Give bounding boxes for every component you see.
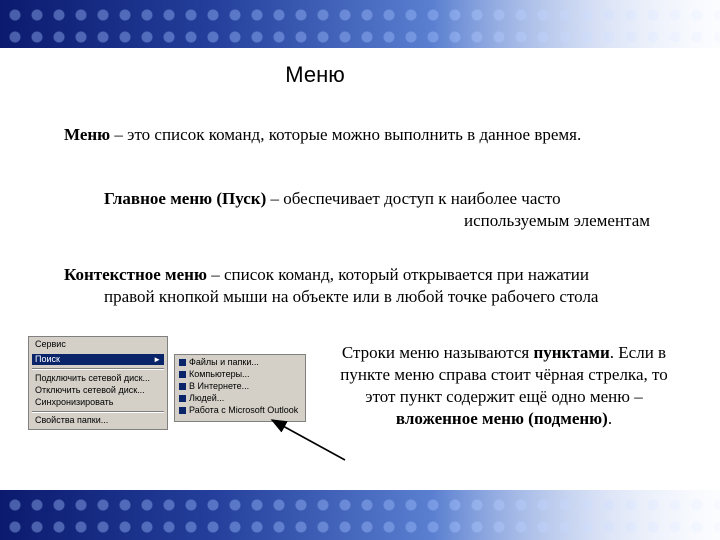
menu-item-map-drive[interactable]: Подключить сетевой диск... [35, 373, 151, 383]
context-menu-text: – список команд, который открывается при нажатии [206, 265, 589, 284]
menu-item-disconnect-drive[interactable]: Отключить сетевой диск... [35, 385, 145, 395]
folder-icon [179, 359, 186, 366]
note-text-2: . Если в пункте меню справа стоит чёрная стрелка, то этот пункт содержит ещё одно меню – [340, 343, 668, 406]
menu-item-service[interactable]: Сервис [35, 339, 66, 349]
submenu-item-outlook[interactable] [179, 405, 301, 416]
main-menu-text-line2: используемым элементам [464, 211, 650, 230]
context-menu-text-line2: правой кнопкой мыши на объекте или в любой точке рабочего стола [104, 287, 599, 306]
menu-term: Меню [64, 125, 111, 144]
note-bold-items: пунктами [533, 343, 610, 362]
submenu-item-files-label: Файлы и папки... [189, 357, 259, 367]
menu-item-folder-options[interactable]: Свойства папки... [35, 415, 109, 425]
submenu-item-files[interactable] [179, 357, 301, 368]
main-menu-text: – обеспечивает доступ к наиболее часто [266, 189, 561, 208]
menu-separator [32, 368, 164, 370]
submenu-item-computers[interactable] [179, 369, 301, 380]
submenu-item-internet-label: В Интернете... [189, 381, 250, 391]
submenu-item-people[interactable] [179, 393, 301, 404]
menu-definition-text: – это список команд, которые можно выполнить в данное время. [110, 125, 582, 144]
main-menu-panel [28, 336, 168, 430]
submenu-panel [174, 354, 306, 422]
menu-screenshot [28, 336, 308, 432]
context-menu-term: Контекстное меню [64, 265, 207, 284]
main-menu-definition [104, 188, 664, 232]
menu-item-synchronize[interactable]: Синхронизировать [35, 397, 114, 407]
note-text-1: Строки меню называются [341, 343, 534, 362]
submenu-item-internet[interactable] [179, 381, 301, 392]
slide-title: Меню [285, 62, 345, 87]
menu-items-note [340, 342, 668, 430]
submenu-arrow-icon: ► [153, 355, 161, 364]
globe-icon [179, 383, 186, 390]
main-menu-term: Главное меню (Пуск) [104, 189, 267, 208]
submenu-item-computers-label: Компьютеры... [189, 369, 250, 379]
context-menu-definition [64, 264, 704, 308]
submenu-item-people-label: Людей... [189, 393, 225, 403]
top-banner [0, 0, 720, 48]
menu-definition [64, 124, 581, 146]
submenu-item-outlook-label: Работа с Microsoft Outlook [189, 405, 299, 415]
bottom-banner [0, 490, 720, 540]
note-bold-submenu: вложенное меню (подменю) [395, 409, 608, 428]
people-icon [179, 395, 186, 402]
menu-item-search[interactable] [32, 354, 164, 365]
outlook-icon [179, 407, 186, 414]
menu-separator [32, 411, 164, 413]
note-text-3: . [607, 409, 613, 428]
computer-icon [179, 371, 186, 378]
menu-item-search-label: Поиск [35, 354, 60, 364]
